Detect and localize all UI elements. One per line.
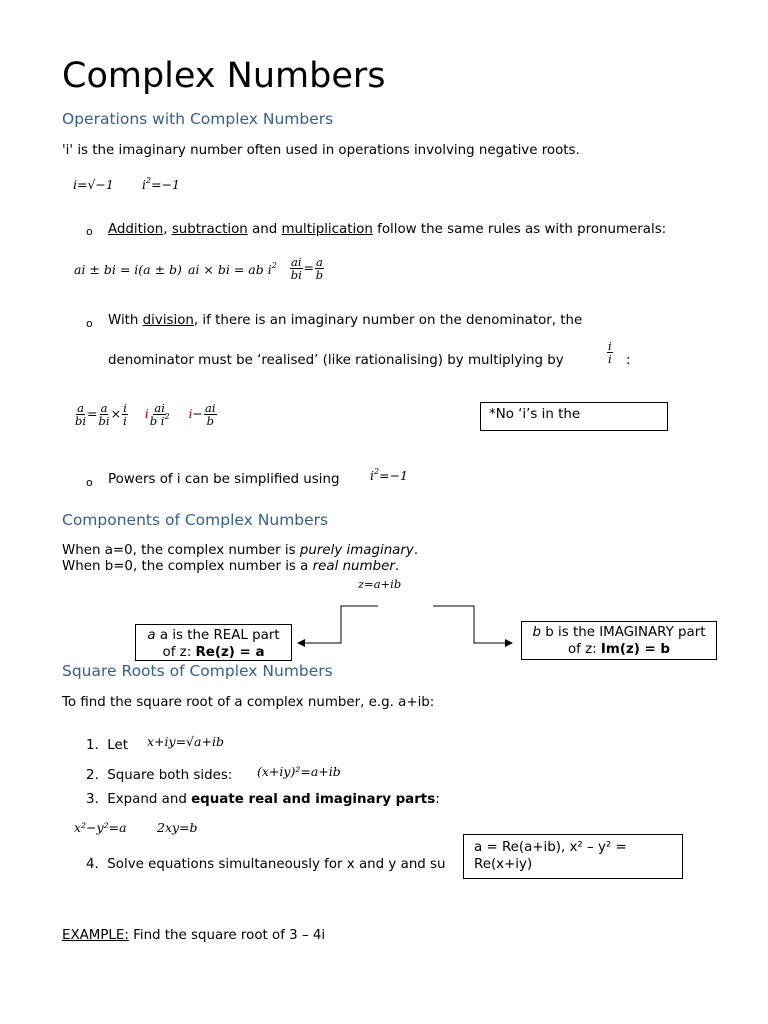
equation-division-steps: $\frac{a}{bi}$ = $\frac{a}{bi}$ × $\frac{i}{i}$ i $\frac{ai}{b i^2}$ i− $\frac{ai}{b}$ [75,401,216,429]
division-term: division [142,313,194,328]
note-box: *No ‘i’s in the [480,402,668,431]
equation-addition: ai ± bi = i(a ± b) [74,262,182,277]
intro-paragraph: 'i' is the imaginary number often used in operations involving negative roots. [62,143,580,158]
heading-square-roots: Square Roots of Complex Numbers [62,662,333,680]
equation-i-squared: $i^2=-1$ [142,176,180,192]
real-part-box: a a is the REAL part of z: Re(z) = a [135,624,292,661]
bullet-marker: o [86,476,93,489]
addition-term: Addition [108,222,164,237]
equation-imaginary-parts: 2xy=b [157,820,198,835]
equation-multiplication: ai × bi = ab $i^2$ [188,261,277,277]
re-identity-box: a = Re(a+ib), x² – y² = Re(x+iy) [463,834,683,879]
page-title: Complex Numbers [62,56,386,96]
equation-let: x+iy=√a+ib [147,734,224,749]
equation-i-over-i: $\frac{i}{i}$ [608,339,612,367]
division-paragraph-line2: denominator must be ‘realised’ (like rationalising) by multiplying by [108,353,564,368]
powers-paragraph: Powers of i can be simplified using [108,472,340,487]
equation-real-parts: x²−y²=a [74,820,127,835]
equation-powers-i-squared: $i^2=-1$ [370,467,408,483]
real-number-line: When b=0, the complex number is a real number. [62,559,400,574]
imaginary-part-box: b b is the IMAGINARY part of z: Im(z) = b [521,621,717,660]
equation-square: (x+iy)²=a+ib [257,764,341,779]
bullet-marker: o [86,317,93,330]
addition-paragraph: Addition, subtraction and multiplication follow the same rules as with pronumerals: [108,222,667,237]
colon: : [626,353,631,368]
square-root-intro: To find the square root of a complex number, e.g. a+ib: [62,695,435,710]
bullet-marker: o [86,225,93,238]
step-3: 3. Expand and equate real and imaginary parts: [86,792,440,807]
purely-imaginary-line: When a=0, the complex number is purely imaginary. [62,543,419,558]
heading-components: Components of Complex Numbers [62,511,329,529]
step-4: 4. Solve equations simultaneously for x and y and su [86,857,446,872]
heading-operations: Operations with Complex Numbers [62,110,334,128]
multiplication-term: multiplication [281,222,373,237]
equation-z: z=a+ib [358,577,402,591]
division-paragraph: With division, if there is an imaginary number on the denominator, the [108,313,583,328]
step-1: 1. Let [86,738,129,753]
equation-ai-over-bi: $\frac{ai}{bi}$ = $\frac{a}{b}$ [290,255,324,283]
subtraction-term: subtraction [171,222,248,237]
equation-i-definition: i=√−1 [73,177,114,192]
example-line: EXAMPLE: Find the square root of 3 – 4i [62,928,326,943]
example-label: EXAMPLE: [62,928,129,943]
step-2: 2. Square both sides: [86,768,233,783]
